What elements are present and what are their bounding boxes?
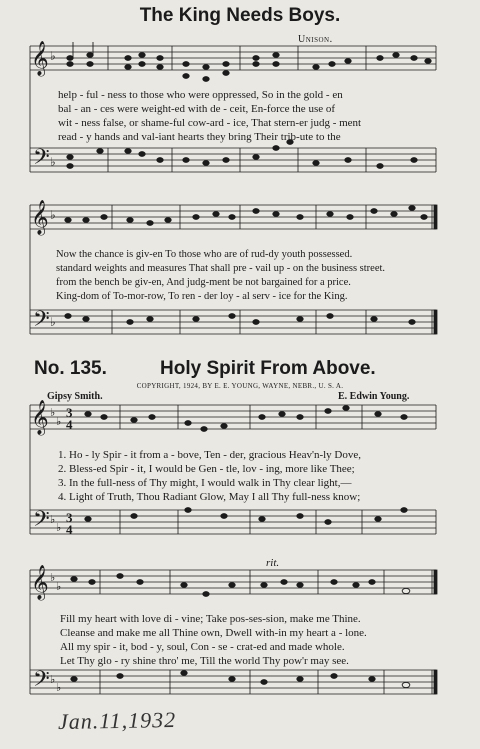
lyric-line: 1. Ho - ly Spir - it from a - bove, Ten - der, gracious Heav'n-ly Dove,: [58, 449, 361, 461]
hymn-1-system-1-lyrics: [58, 88, 361, 144]
copyright-notice: COPYRIGHT, 1924, BY E. E. YOUNG, WAYNE, NEBR., U. S. A.: [136, 382, 344, 390]
svg-text:♭: ♭: [56, 681, 62, 694]
handwritten-date: Jan.11,1932: [57, 706, 177, 735]
unison-marking: Unison.: [298, 34, 333, 45]
hymn-2-system-2-lyrics: [60, 612, 367, 668]
svg-text:𝄞: 𝄞: [31, 400, 49, 435]
lyric-line: Let Thy glo - ry shine thro' me, Till the world Thy pow'r may see.: [60, 655, 349, 667]
svg-text:♭: ♭: [50, 49, 56, 63]
svg-text:♭: ♭: [56, 580, 62, 593]
staff-treble-h2s1: [30, 405, 436, 429]
lyric-line: help - ful - ness to those who were oppressed, So in the gold - en: [58, 89, 343, 101]
svg-text:♭: ♭: [50, 673, 56, 686]
svg-text:♭: ♭: [50, 315, 56, 329]
lyric-line: 4. Light of Truth, Thou Radiant Glow, May I all Thy full-ness know;: [58, 491, 361, 503]
ritardando-marking: rit.: [266, 557, 280, 569]
hymn-1-system-2-lyrics: [56, 248, 385, 304]
lyric-line: All my spir - it, bod - y, soul, Con - se - crat-ed and made whole.: [60, 641, 345, 653]
lyric-line: King-dom of To-mor-row, To ren - der loy - al serv - ice for the King.: [56, 291, 348, 302]
hymn-1-title: The King Needs Boys.: [139, 5, 341, 26]
lyric-line: read - y hands and val-iant hearts they bring Their trib-ute to the: [58, 131, 341, 143]
svg-text:♭: ♭: [50, 208, 56, 222]
svg-text:𝄢: 𝄢: [33, 507, 50, 537]
svg-text:4: 4: [66, 417, 73, 432]
lyric-line: standard weights and measures That shall pre - vail up - on the business street.: [56, 263, 386, 274]
svg-text:𝄢: 𝄢: [33, 667, 50, 697]
lyric-line: 3. In the full-ness of Thy might, I would walk in Thy clear light,—: [58, 477, 352, 489]
svg-text:𝄞: 𝄞: [31, 565, 49, 600]
svg-text:3: 3: [66, 405, 73, 420]
lyric-line: Fill my heart with love di - vine; Take pos-ses-sion, make me Thine.: [60, 613, 361, 625]
svg-text:𝄢: 𝄢: [33, 307, 50, 337]
lyric-line: wit - ness false, or shame-ful cow-ard - ice, That stern-er judg - ment: [58, 117, 362, 129]
svg-text:♭: ♭: [50, 571, 56, 584]
lyric-line: from the bench be giv-en, And judg-ment be not bargained for a price.: [56, 277, 351, 288]
svg-text:♭: ♭: [50, 406, 56, 419]
svg-text:♭: ♭: [56, 415, 62, 428]
svg-text:𝄢: 𝄢: [33, 145, 50, 175]
svg-text:4: 4: [66, 522, 73, 537]
lyric-line: 2. Bless-ed Spir - it, I would be Gen - tle, lov - ing, more like Thee;: [58, 463, 355, 475]
svg-text:♭: ♭: [50, 513, 56, 526]
hymn-2-system-1-lyrics: [58, 448, 361, 504]
svg-text:♭: ♭: [50, 155, 56, 169]
lyric-line: Now the chance is giv-en To those who are of rud-dy youth possessed.: [56, 249, 353, 260]
lyric-line: bal - an - ces were weight-ed with de - ceit, En-force the use of: [58, 103, 336, 115]
hymn-2-title: Holy Spirit From Above.: [160, 358, 376, 379]
svg-text:3: 3: [66, 510, 73, 525]
svg-text:𝄞: 𝄞: [31, 41, 49, 76]
lyric-line: Cleanse and make me all Thine own, Dwell with-in my heart a - lone.: [60, 627, 367, 639]
hymn-number: No. 135.: [34, 358, 107, 379]
lyricist: Gipsy Smith.: [47, 391, 103, 402]
svg-text:♭: ♭: [56, 521, 62, 534]
composer: E. Edwin Young.: [338, 391, 410, 402]
svg-text:𝄞: 𝄞: [31, 200, 49, 235]
